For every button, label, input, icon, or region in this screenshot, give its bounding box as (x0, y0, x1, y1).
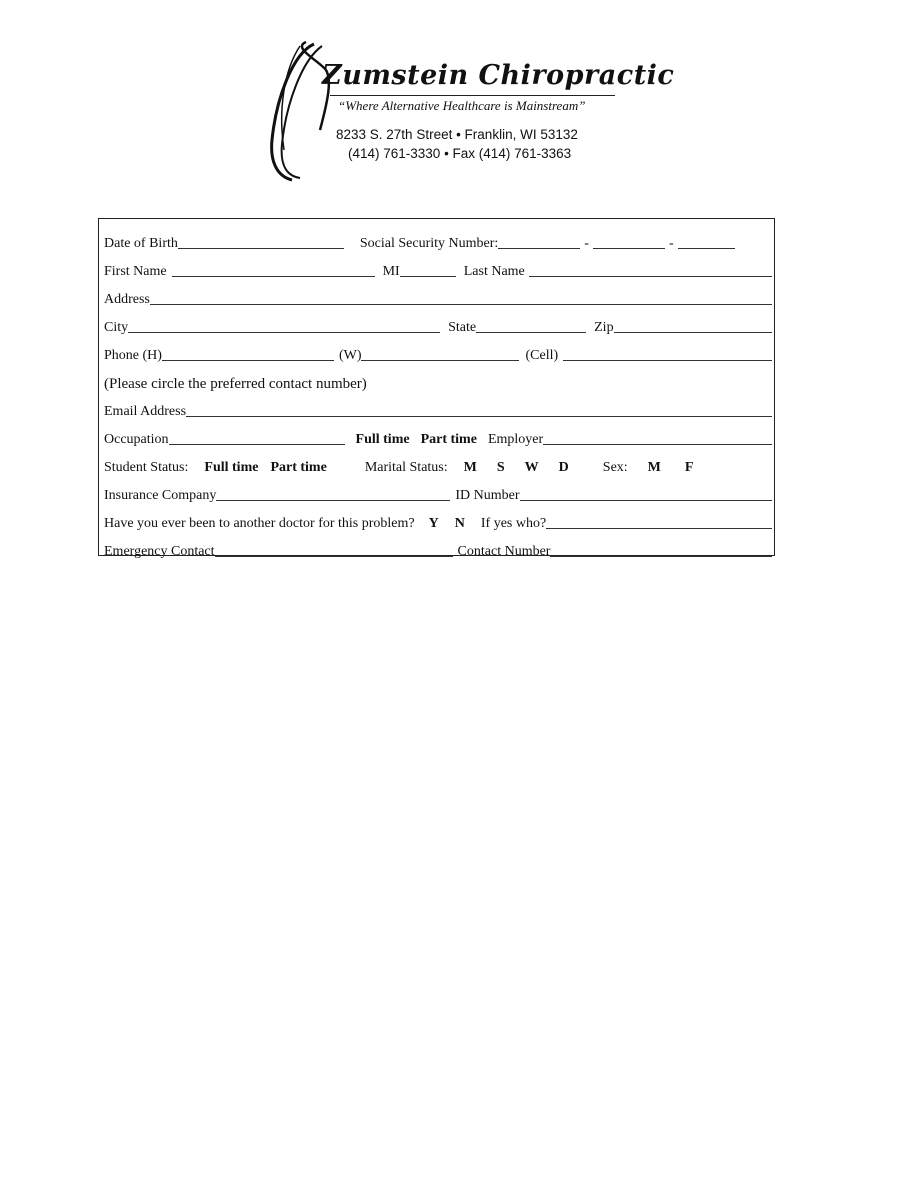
row-phone (104, 340, 772, 364)
insurance-field[interactable] (216, 500, 450, 501)
ssn-label: Social Security Number: (359, 236, 499, 251)
student-part-time-option[interactable]: Part time (270, 460, 327, 475)
brand-divider (330, 95, 615, 96)
occupation-label: Occupation (104, 432, 169, 447)
employer-field[interactable] (543, 444, 772, 445)
phone-home-field[interactable] (162, 360, 334, 361)
mi-field[interactable] (400, 276, 456, 277)
address-field[interactable] (150, 304, 772, 305)
marital-status-label: Marital Status: (364, 460, 448, 475)
row-address (104, 284, 772, 308)
email-field[interactable] (186, 416, 772, 417)
sex-f-option[interactable]: F (684, 460, 694, 475)
ssn-field-2[interactable] (593, 248, 665, 249)
row-other-doctor (104, 508, 772, 532)
mi-label: MI (382, 264, 400, 279)
address-line: 8233 S. 27th Street • Franklin, WI 53132 (336, 127, 578, 142)
row-dob-ssn (104, 228, 772, 252)
zip-label: Zip (594, 320, 614, 335)
email-label: Email Address (104, 404, 187, 419)
other-doctor-question: Have you ever been to another doctor for this problem? (104, 516, 415, 531)
occupation-part-time-option[interactable]: Part time (420, 432, 477, 447)
ssn-dash-1: - (584, 236, 589, 251)
other-doctor-yes-option[interactable]: Y (428, 516, 439, 531)
city-label: City (104, 320, 129, 335)
ssn-dash-2: - (668, 236, 674, 251)
address-label: Address (104, 292, 150, 307)
first-name-label: First Name (104, 264, 167, 279)
zip-field[interactable] (614, 332, 772, 333)
marital-s-option[interactable]: S (496, 460, 505, 475)
row-email (104, 396, 772, 420)
other-doctor-no-option[interactable]: N (454, 516, 465, 531)
student-status-label: Student Status: (104, 460, 189, 475)
first-name-field[interactable] (172, 276, 375, 277)
if-yes-who-label: If yes who? (480, 516, 547, 531)
emergency-contact-field[interactable] (215, 556, 453, 557)
id-number-field[interactable] (520, 500, 772, 501)
insurance-label: Insurance Company (104, 488, 217, 503)
row-insurance (104, 480, 772, 504)
phone-cell-label: (Cell) (525, 348, 559, 363)
student-full-time-option[interactable]: Full time (204, 460, 259, 475)
phone-work-field[interactable] (361, 360, 519, 361)
ssn-field-1[interactable] (498, 248, 580, 249)
contact-number-label: Contact Number (457, 544, 551, 559)
marital-m-option[interactable]: M (463, 460, 477, 475)
occupation-field[interactable] (169, 444, 345, 445)
phone-cell-field[interactable] (563, 360, 772, 361)
dob-label: Date of Birth (104, 236, 178, 251)
row-contact-note (104, 368, 772, 392)
if-yes-who-field[interactable] (546, 528, 772, 529)
ssn-field-3[interactable] (678, 248, 735, 249)
marital-d-option[interactable]: D (558, 460, 569, 475)
row-city (104, 312, 772, 336)
tagline: “Where Alternative Healthcare is Mainstream” (338, 98, 586, 113)
state-label: State (448, 320, 477, 335)
occupation-full-time-option[interactable]: Full time (355, 432, 410, 447)
sex-m-option[interactable]: M (647, 460, 661, 475)
row-occupation (104, 424, 772, 448)
state-field[interactable] (476, 332, 586, 333)
last-name-label: Last Name (463, 264, 525, 279)
row-name (104, 256, 772, 280)
row-emergency (104, 536, 772, 560)
phone-work-label: (W) (338, 348, 362, 363)
brand-name: Zumstein Chiropractic (322, 60, 675, 91)
dob-field[interactable] (178, 248, 344, 249)
city-field[interactable] (128, 332, 440, 333)
employer-label: Employer (487, 432, 544, 447)
row-status (104, 452, 772, 476)
id-number-label: ID Number (455, 488, 520, 503)
last-name-field[interactable] (529, 276, 772, 277)
phone-line: (414) 761-3330 • Fax (414) 761-3363 (348, 146, 572, 161)
emergency-contact-label: Emergency Contact (104, 544, 215, 559)
phone-home-label: Phone (H) (104, 348, 162, 363)
contact-note: (Please circle the preferred contact number) (104, 376, 367, 392)
contact-number-field[interactable] (550, 556, 772, 557)
sex-label: Sex: (602, 460, 628, 475)
marital-w-option[interactable]: W (524, 460, 539, 475)
